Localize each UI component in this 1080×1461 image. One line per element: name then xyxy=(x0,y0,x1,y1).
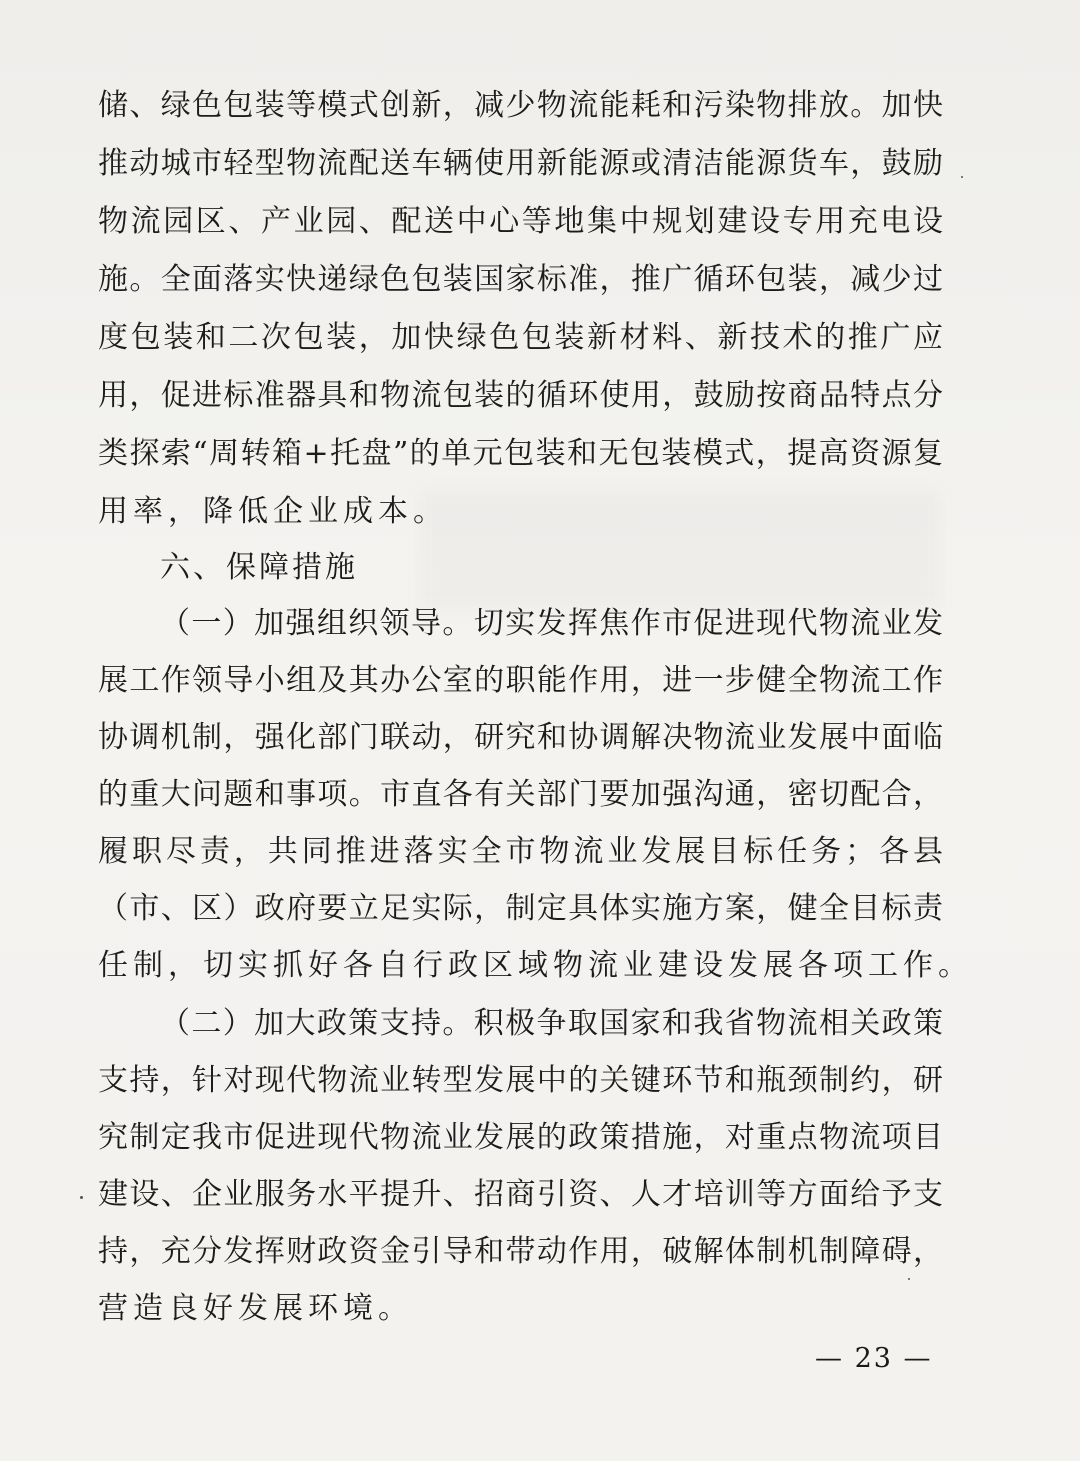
text-line: 推动城市轻型物流配送车辆使用新能源或清洁能源货车，鼓励 xyxy=(98,146,943,181)
scan-speck xyxy=(80,1196,83,1199)
text-line: 类探索“周转箱+托盘”的单元包装和无包装模式，提高资源复 xyxy=(98,436,943,471)
text-line: 度包装和二次包装，加快绿色包装新材料、新技术的推广应 xyxy=(98,320,943,355)
text-line: 持，充分发挥财政资金引导和带动作用，破解体制机制障碍， xyxy=(98,1234,943,1269)
text-line: （一）加强组织领导。切实发挥焦作市促进现代物流业发 xyxy=(160,606,943,641)
scan-speck xyxy=(908,1278,910,1280)
text-line: 物流园区、产业园、配送中心等地集中规划建设专用充电设 xyxy=(98,204,943,239)
text-line: 用，促进标准器具和物流包装的循环使用，鼓励按商品特点分 xyxy=(98,378,943,413)
text-line: 施。全面落实快递绿色包装国家标准，推广循环包装，减少过 xyxy=(98,262,943,297)
text-line: 用率，降低企业成本。 xyxy=(98,494,448,529)
text-line: 展工作领导小组及其办公室的职能作用，进一步健全物流工作 xyxy=(98,663,943,698)
text-line: 协调机制，强化部门联动，研究和协调解决物流业发展中面临 xyxy=(98,720,943,755)
text-line: 营造良好发展环境。 xyxy=(98,1291,413,1326)
page-number: — 23 — xyxy=(815,1343,933,1374)
scan-speck xyxy=(961,176,963,178)
text-line: （二）加大政策支持。积极争取国家和我省物流相关政策 xyxy=(160,1006,943,1041)
text-line: 任制，切实抓好各自行政区域物流业建设发展各项工作。 xyxy=(98,948,973,983)
section-heading: 六、保障措施 xyxy=(160,550,358,585)
text-line: 履职尽责，共同推进落实全市物流业发展目标任务；各县 xyxy=(98,834,943,869)
text-line: 建设、企业服务水平提升、招商引资、人才培训等方面给予支 xyxy=(98,1177,943,1212)
text-line: 储、绿色包装等模式创新，减少物流能耗和污染物排放。加快 xyxy=(98,88,943,123)
text-line: 究制定我市促进现代物流业发展的政策措施，对重点物流项目 xyxy=(98,1120,943,1155)
text-line: （市、区）政府要立足实际，制定具体实施方案，健全目标责 xyxy=(98,891,943,926)
text-line: 支持，针对现代物流业转型发展中的关键环节和瓶颈制约，研 xyxy=(98,1063,943,1098)
text-line: 的重大问题和事项。市直各有关部门要加强沟通，密切配合， xyxy=(98,777,943,812)
